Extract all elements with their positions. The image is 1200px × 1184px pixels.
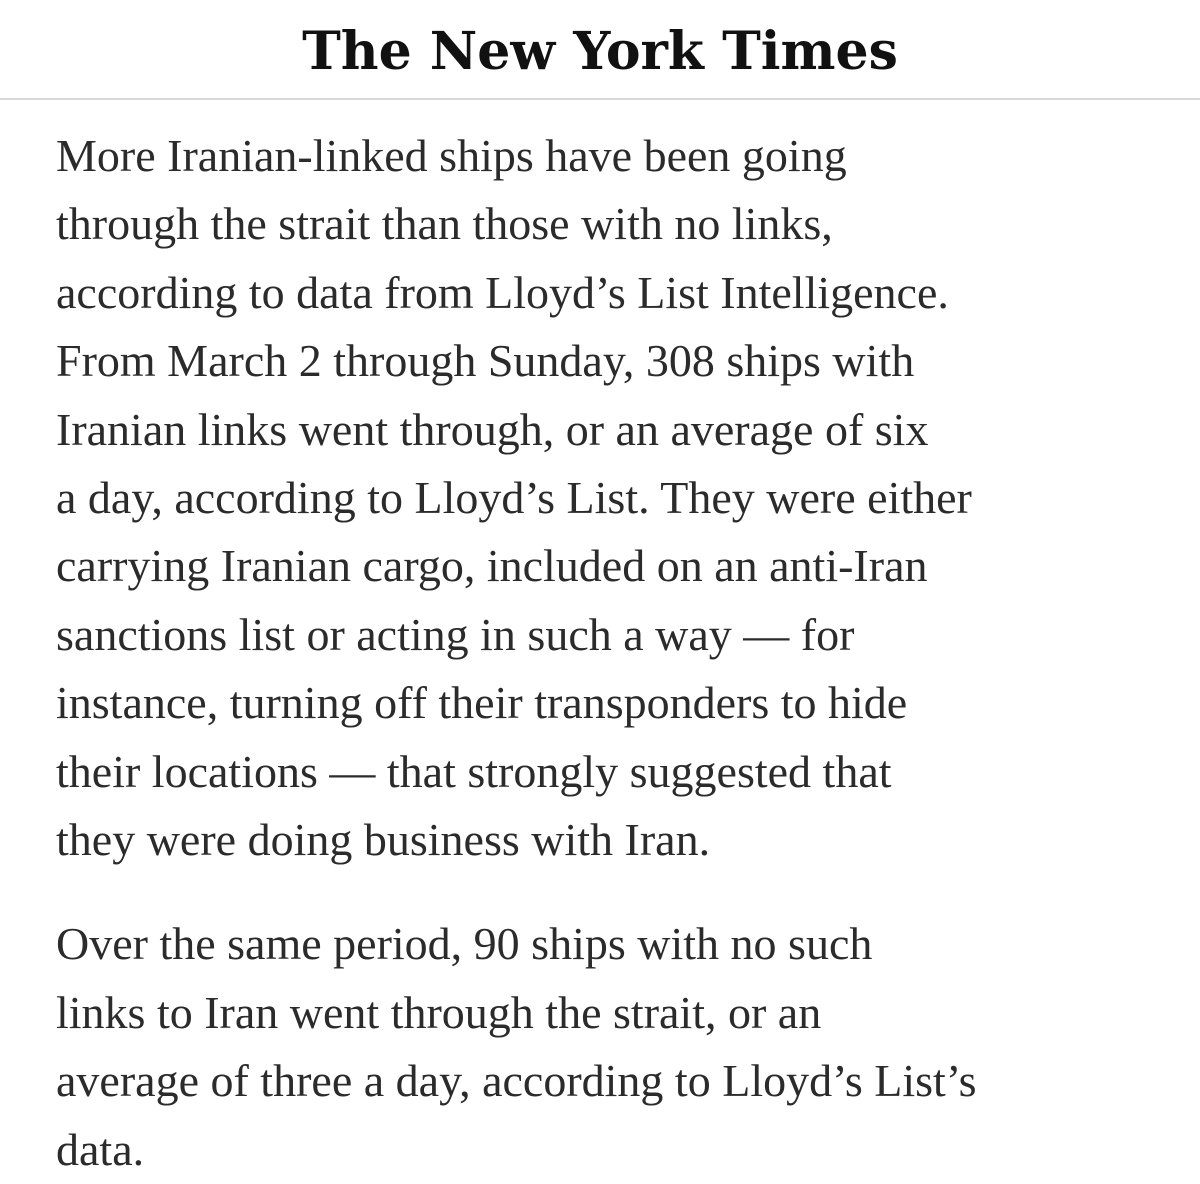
- text-line: Over the same period, 90 ships with no such: [56, 918, 873, 970]
- nyt-logo[interactable]: The New York Times: [302, 20, 898, 82]
- text-line: average of three a day, according to Lloyd’s List’s: [56, 1055, 977, 1107]
- text-line: More Iranian-linked ships have been going: [56, 130, 847, 181]
- text-line: Iranian links went through, or an average of six: [56, 403, 929, 455]
- article-body: [56, 122, 1166, 1184]
- text-line: carrying Iranian cargo, included on an anti-Iran: [56, 540, 928, 592]
- text-line: their locations — that strongly suggested that: [56, 745, 892, 797]
- masthead: [0, 0, 1200, 100]
- text-line: according to data from Lloyd’s List Intelligence.: [56, 266, 949, 318]
- article-paragraph-1: [56, 122, 1166, 874]
- text-line: sanctions list or acting in such a way — for: [56, 608, 855, 660]
- text-line: data.: [56, 1123, 145, 1175]
- text-line: instance, turning off their transponders to hide: [56, 677, 908, 729]
- text-line: through the strait than those with no links,: [56, 198, 833, 250]
- text-line: From March 2 through Sunday, 308 ships with: [56, 335, 915, 387]
- text-line: a day, according to Lloyd’s List. They were either: [56, 472, 972, 524]
- article-paragraph-2: [56, 910, 1166, 1184]
- text-line: they were doing business with Iran.: [56, 814, 711, 866]
- text-line: links to Iran went through the strait, or an: [56, 986, 822, 1038]
